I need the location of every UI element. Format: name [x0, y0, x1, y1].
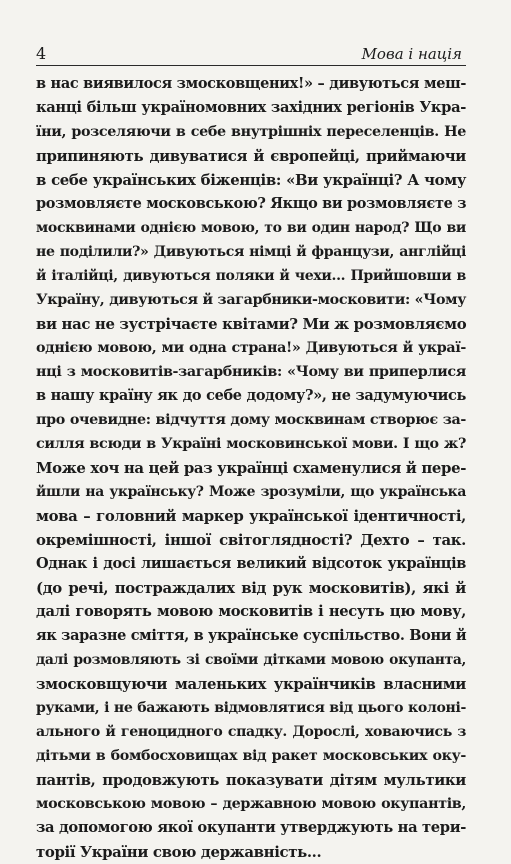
- text-line: торії України свою державність...: [36, 843, 322, 861]
- text-line: змосковщуючи маленьких українчиків власними: [36, 675, 466, 693]
- text-line: розмовляєте московською? Якщо ви розмовляєте з: [36, 195, 467, 212]
- text-line: дітьми в бомбосховищах від ракет московських оку-: [36, 748, 466, 764]
- text-line: ви нас не зустрічаєте квітами? Ми ж розмовляємо: [36, 315, 467, 333]
- body-text: [36, 72, 466, 864]
- text-line: канці більш україномовних західних регіонів Укра-: [36, 99, 466, 116]
- text-line: силля всюди в Україні московинської мови. І що ж?: [36, 436, 466, 452]
- page-header: [36, 44, 466, 66]
- text-line: ального й геноцидного спадку. Дорослі, ховаючись з: [36, 724, 466, 740]
- running-head: Мова і нація: [361, 45, 462, 63]
- text-line: Україну, дивуються й загарбники-московити: «Чому: [36, 292, 466, 308]
- text-line: в себе українських біженців: «Ви українці? А чому: [36, 171, 466, 189]
- text-line: окремішності, іншої світоглядності? Дехто – так.: [36, 531, 466, 549]
- text-line: мова – головний маркер української ідентичності,: [36, 507, 466, 525]
- text-line: як заразне сміття, в українське суспільство. Вони й: [36, 627, 467, 644]
- page-number: 4: [36, 44, 47, 63]
- text-line: нці з московитів-загарбників: «Чому ви приперлися: [36, 364, 466, 380]
- text-line: москвинами однією мовою, то ви один народ? Що ви: [36, 220, 466, 236]
- text-line: (до речі, постраждалих від рук московитів), які й: [36, 579, 466, 597]
- text-line: припиняють дивуватися й європейці, приймаючи: [36, 147, 466, 165]
- text-line: руками, і не бажають відмовлятися від цього колоні-: [36, 700, 466, 716]
- text-line: далі говорять мовою московитів і несуть цю мову,: [36, 603, 466, 620]
- text-line: Однак і досі лишається великий відсоток українців: [36, 555, 466, 572]
- text-line: йшли на українську? Може зрозуміли, що українська: [36, 484, 466, 500]
- text-line: й італійці, дивуються поляки й чехи... Прийшовши в: [36, 268, 466, 284]
- text-line: Може хоч на цей раз українці схаменулися й пере-: [36, 459, 467, 477]
- text-line: московською мовою – державною мовою окупантів,: [36, 796, 466, 812]
- text-line: в нашу країну як до себе додому?», не задумуючись: [36, 387, 466, 404]
- text-line: далі розмовляють зі своїми дітками мовою окупанта,: [36, 652, 466, 668]
- text-line: однією мовою, ми одна страна!» Дивуються й украї-: [36, 340, 466, 356]
- text-line: їни, розселяючи в себе внутрішніх переселенців. Не: [36, 124, 466, 140]
- text-line: за допомогою якої окупанти утверджують на тери-: [36, 819, 466, 836]
- text-line: пантів, продовжують показувати дітям мультики: [36, 771, 466, 789]
- text-line: про очевидне: відчуття дому москвинам створює за-: [36, 412, 466, 428]
- header-rule: [36, 65, 466, 66]
- text-line: не поділили?» Дивуються німці й французи, англійці: [36, 244, 466, 260]
- text-line: в нас виявилося змосковщених!» – дивуються меш-: [36, 75, 466, 92]
